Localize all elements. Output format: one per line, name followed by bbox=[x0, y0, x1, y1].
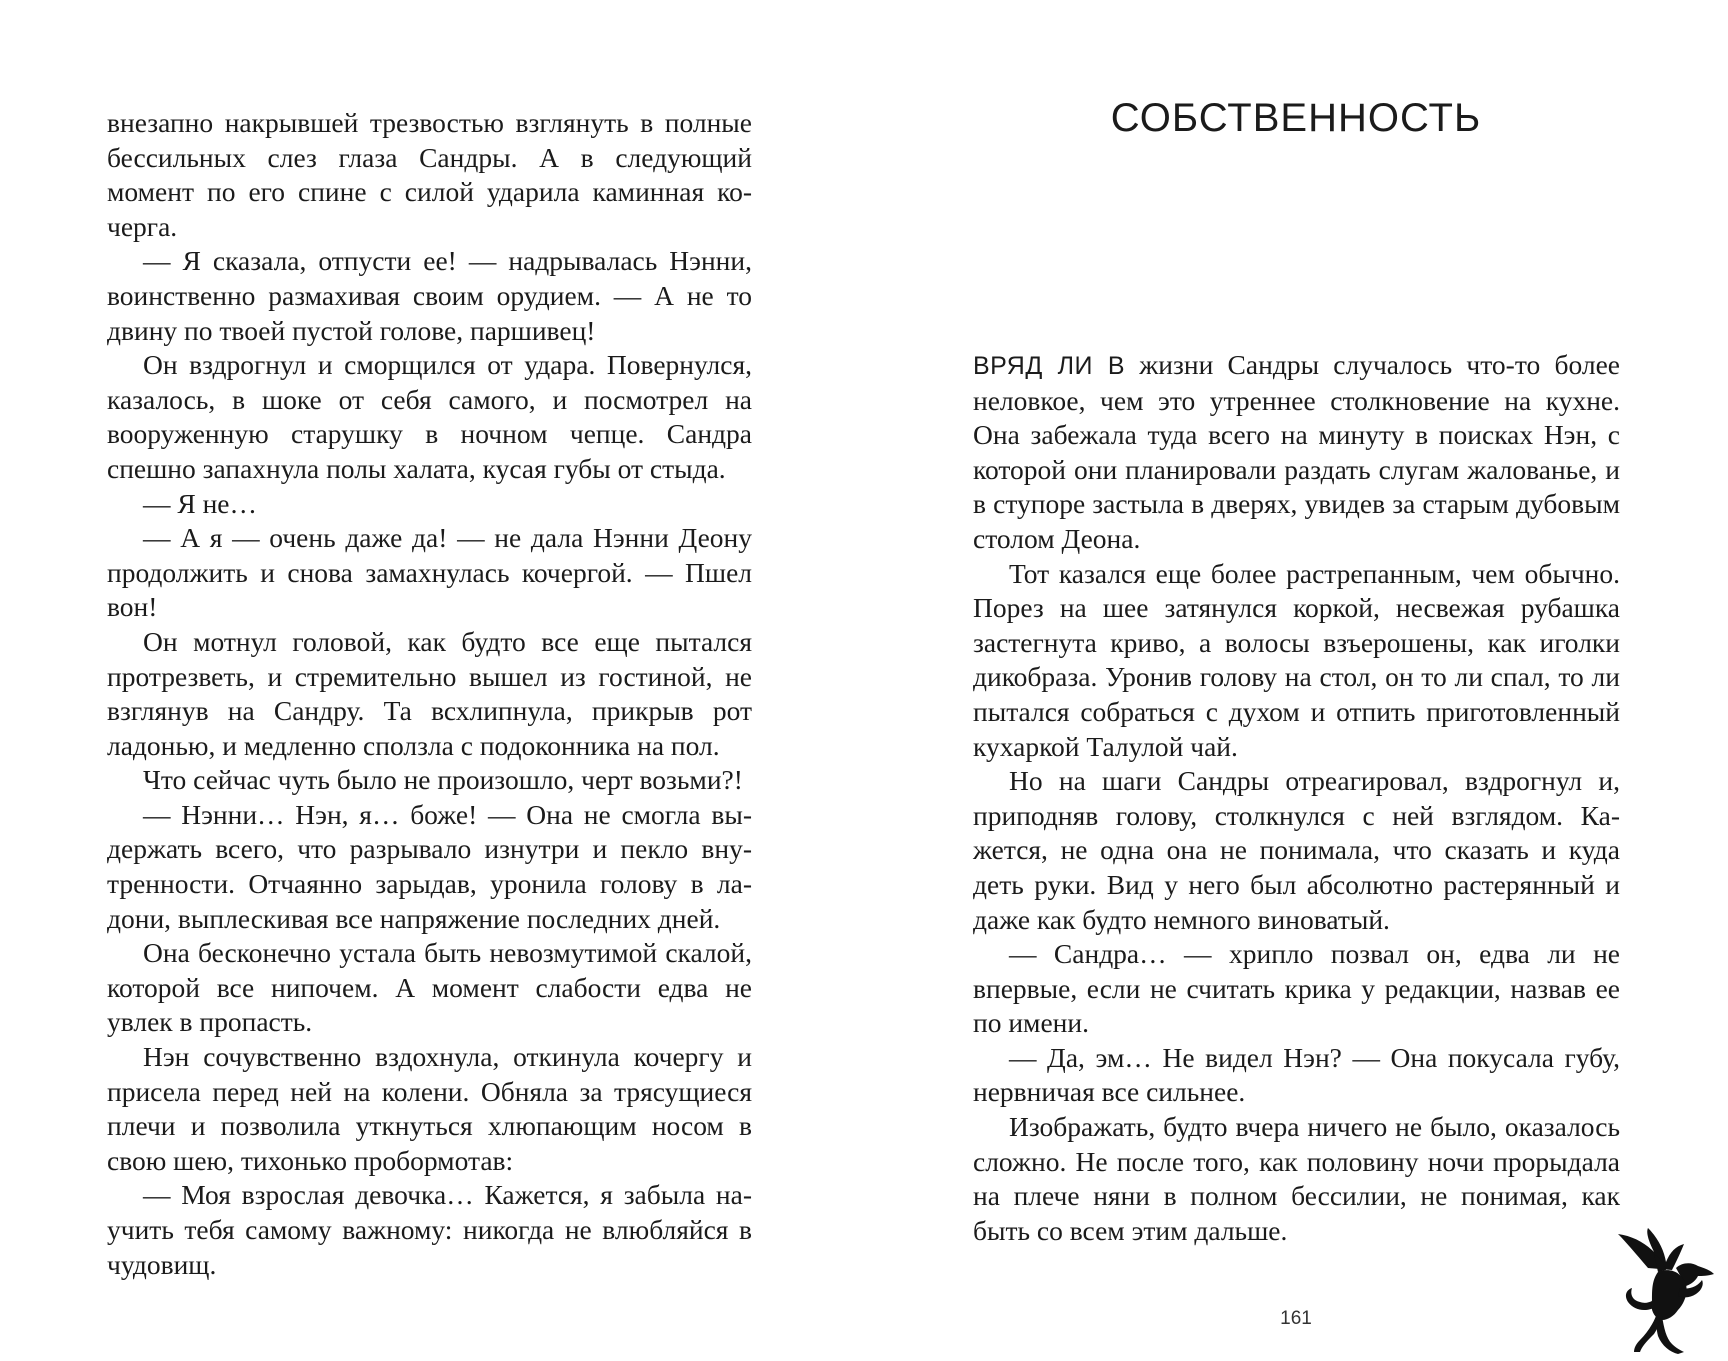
paragraph: Что сейчас чуть было не произошло, черт возьми?! bbox=[143, 764, 743, 796]
paragraph: — Моя взрослая девочка… Кажется, я забыла научить тебя самому важному: никогда не влюбляйся в чудовищ. bbox=[107, 1179, 752, 1280]
chapter-lead-in: ВРЯД ЛИ В bbox=[973, 352, 1126, 380]
paragraph: Изображать, будто вчера ничего не было, оказалось сложно. Не после того, как половину ночи прорыдала на плече няни в полном бессилии, не понимая, как быть со всем этим дальше. bbox=[973, 1111, 1620, 1246]
chapter-title: СОБСТВЕННОСТЬ bbox=[1110, 96, 1482, 140]
paragraph: — Нэнни… Нэн, я… боже! — Она не смогла выдержать всего, что разрывало изнутри и пекло внутренности. Отчаянно зарыдав, уронила голову в ладони, выплескивая все напряжение последних дней. bbox=[107, 798, 752, 934]
paragraph: Нэн сочувственно вздохнула, откинула кочергу и присела перед ней на колени. Обняла за трясущиеся плечи и позволила уткнуться хлюпающим носом в свою шею, тихонько пробормотав: bbox=[107, 1041, 752, 1176]
paragraph-opening bbox=[973, 348, 1620, 557]
paragraph: Но на шаги Сандры отреагировал, вздрогнул и, приподняв голову, столкнулся с ней взглядом. Кажется, не одна она не понимала, что сказать и куда деть руки. Вид у него был абсолютно растерянный и даже как будто немного виноватый. bbox=[973, 765, 1620, 935]
paragraph: — А я — очень даже да! — не дала Нэнни Деону продолжить и снова замахнулась кочергой. — Пшел вон! bbox=[107, 522, 752, 623]
paragraph: Он мотнул головой, как будто все еще пытался протрезветь, и стремительно вышел из гостиной, не взглянув на Сандру. Та всхлипнула, прикрыв рот ладонью, и медленно сползла с подоконника на пол. bbox=[107, 625, 752, 761]
paragraph: — Я не… bbox=[143, 487, 258, 519]
paragraph: Тот казался еще более растрепанным, чем обычно. Порез на шее затянулся коркой, несвежая рубашка застегнута криво, а волосы взъерошены, как иголки дикобраза. Уронив голову на стол, он то ли спал, то ли пытался собраться с духом и отпить приготовленный кухаркой Талулой чай. bbox=[973, 557, 1620, 762]
opening-text: жизни Сандры случалось что-то более неловкое, чем это утреннее столкновение на кухне. Она забежала туда всего на минуту в поисках Нэн, с которой они планировали раздать слугам жалованье, и в ступоре застыла в дверях, увидев за старым дубовым столом Деона. bbox=[973, 349, 1621, 554]
paragraph: Она бесконечно устала быть невозмутимой скалой, которой все нипочем. А момент слабости едва не увлек в пропасть. bbox=[107, 937, 752, 1038]
page-number: 161 bbox=[1280, 1308, 1312, 1329]
right-page-text bbox=[973, 348, 1620, 1248]
right-page bbox=[864, 0, 1728, 1361]
left-page-text bbox=[107, 106, 752, 1282]
paragraph: Он вздрогнул и сморщился от удара. Повернулся, казалось, в шоке от себя самого, и посмотрел на вооруженную старушку в ночном чепце. Сандра спешно запахнула полы халата, кусая губы от стыда. bbox=[107, 349, 752, 484]
griffin-logo-icon bbox=[1618, 1228, 1716, 1356]
paragraph: — Сандра… — хрипло позвал он, едва ли не впервые, если не считать крика у редакции, назвав ее по имени. bbox=[973, 938, 1620, 1039]
paragraph: — Да, эм… Не видел Нэн? — Она покусала губу, нервничая все сильнее. bbox=[973, 1041, 1620, 1108]
paragraph: — Я сказала, отпусти ее! — надрывалась Нэнни, воинственно размахивая своим орудием. — А не то двину по твоей пустой голове, паршивец! bbox=[107, 245, 752, 346]
paragraph: внезапно накрывшей трезвостью взглянуть в полные бессильных слез глаза Сандры. А в следующий момент по его спине с силой ударила каминная кочерга. bbox=[107, 107, 752, 242]
